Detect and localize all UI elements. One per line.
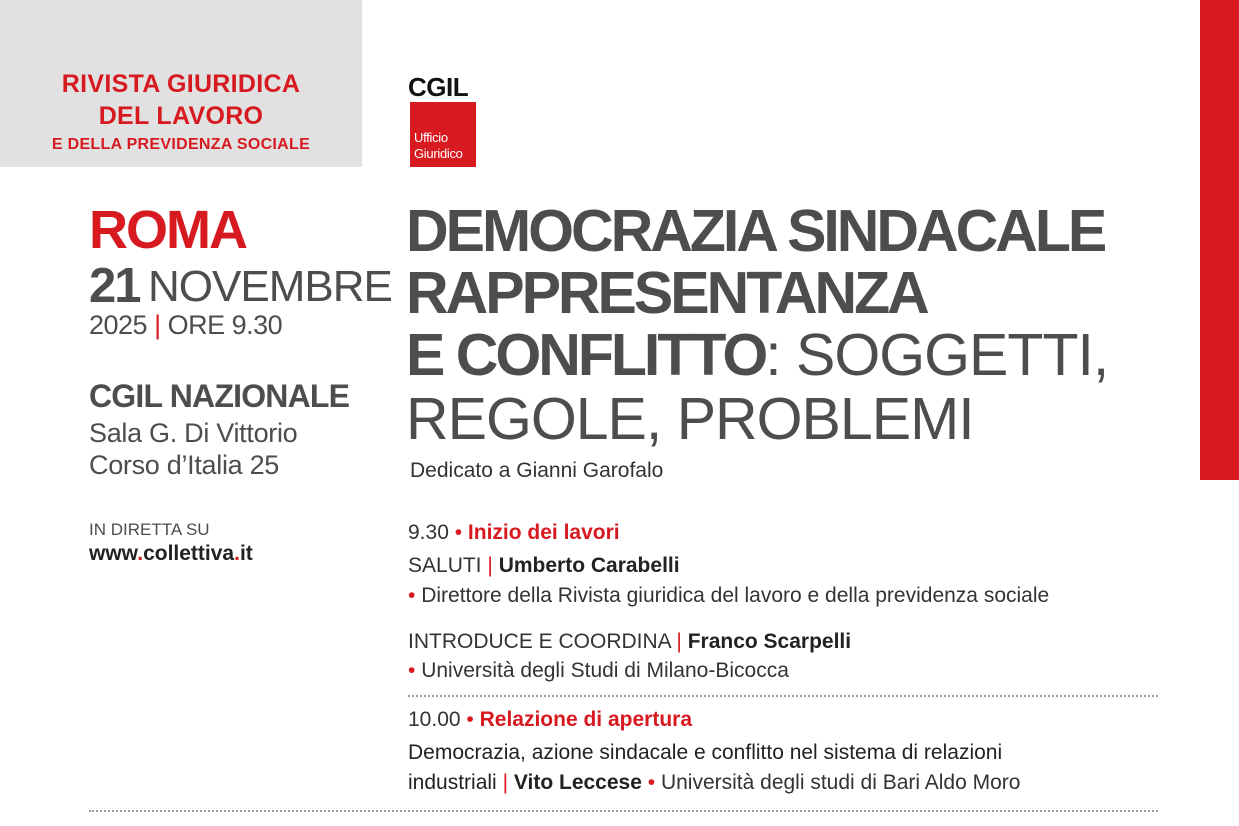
- event-room: Sala G. Di Vittorio: [89, 418, 298, 448]
- session2-title: Relazione di apertura: [479, 708, 692, 731]
- event-day: 21: [89, 259, 140, 313]
- accent-bar: [1200, 0, 1239, 480]
- event-time: ORE 9.30: [167, 310, 283, 340]
- journal-title-line2: DEL LAVORO: [98, 102, 264, 130]
- session2-time: 10.00: [408, 708, 461, 731]
- dedication: Dedicato a Gianni Garofalo: [410, 459, 664, 482]
- event-city: ROMA: [89, 200, 246, 260]
- separator: |: [676, 630, 682, 653]
- talk-title-line1: Democrazia, azione sindacale e conflitto nel sistema di relazioni: [408, 741, 1003, 764]
- live-label: IN DIRETTA SU: [89, 520, 210, 539]
- journal-title-line1: RIVISTA GIURIDICA: [61, 70, 301, 98]
- site-part1: www: [89, 542, 138, 565]
- logo-sub-line1: Ufficio: [414, 130, 448, 145]
- talk-affiliation: Università degli studi di Bari Aldo Moro: [660, 771, 1021, 794]
- bottom-divider: [89, 810, 1158, 812]
- bullet: •: [466, 708, 474, 731]
- bullet: •: [408, 584, 416, 607]
- ufficio-giuridico-logo: [410, 102, 476, 167]
- bullet: •: [408, 659, 416, 682]
- event-venue: CGIL NAZIONALE: [89, 378, 350, 414]
- intro-label: INTRODUCE E COORDINA: [408, 630, 671, 653]
- intro-role: Università degli Studi di Milano-Bicocca: [421, 659, 789, 682]
- talk-speaker: Vito Leccese: [513, 771, 642, 794]
- saluti-speaker: Umberto Carabelli: [498, 554, 680, 577]
- title-line3: [406, 324, 1108, 386]
- event-month: NOVEMBRE: [148, 262, 392, 311]
- site-dot: .: [137, 542, 144, 565]
- site-part3: it: [239, 542, 253, 565]
- journal-title-line3: E DELLA PREVIDENZA SOCIALE: [51, 136, 311, 153]
- live-site-link[interactable]: [89, 542, 253, 566]
- session1-time: 9.30: [408, 521, 449, 544]
- title-line3-light: : SOGGETTI,: [765, 322, 1109, 388]
- separator: |: [154, 310, 161, 340]
- cgil-logo: CGIL: [408, 72, 469, 102]
- title-line4: REGOLE, PROBLEMI: [406, 386, 974, 452]
- intro-row: [408, 630, 851, 654]
- event-address: Corso d’Italia 25: [89, 450, 280, 480]
- saluti-row: [408, 554, 680, 578]
- site-part2: collettiva: [143, 542, 235, 565]
- intro-role-row: [408, 659, 789, 683]
- intro-speaker: Franco Scarpelli: [687, 630, 852, 653]
- site-dot: .: [234, 542, 240, 565]
- session1-title: Inizio dei lavori: [467, 521, 620, 544]
- session2-header: [408, 708, 692, 732]
- event-year: 2025: [89, 310, 148, 340]
- logo-sub-line2: Giuridico: [414, 146, 463, 161]
- title-line2: RAPPRESENTANZA: [406, 260, 927, 326]
- talk-row: [408, 771, 1020, 795]
- talk-title-line2: industriali: [408, 771, 497, 794]
- session1-header: [408, 521, 620, 545]
- title-line1: DEMOCRAZIA SINDACALE: [406, 198, 1105, 264]
- separator: |: [502, 771, 509, 794]
- saluti-role: Direttore della Rivista giuridica del lavoro e della previdenza sociale: [421, 584, 1050, 607]
- saluti-role-row: [408, 584, 1049, 608]
- event-date-time: [89, 310, 282, 341]
- separator: |: [487, 554, 493, 577]
- saluti-label: SALUTI: [408, 554, 482, 577]
- bullet: •: [454, 521, 463, 544]
- title-line3-bold: E CONFLITTO: [406, 322, 766, 388]
- bullet: •: [647, 771, 656, 794]
- divider: [408, 695, 1158, 697]
